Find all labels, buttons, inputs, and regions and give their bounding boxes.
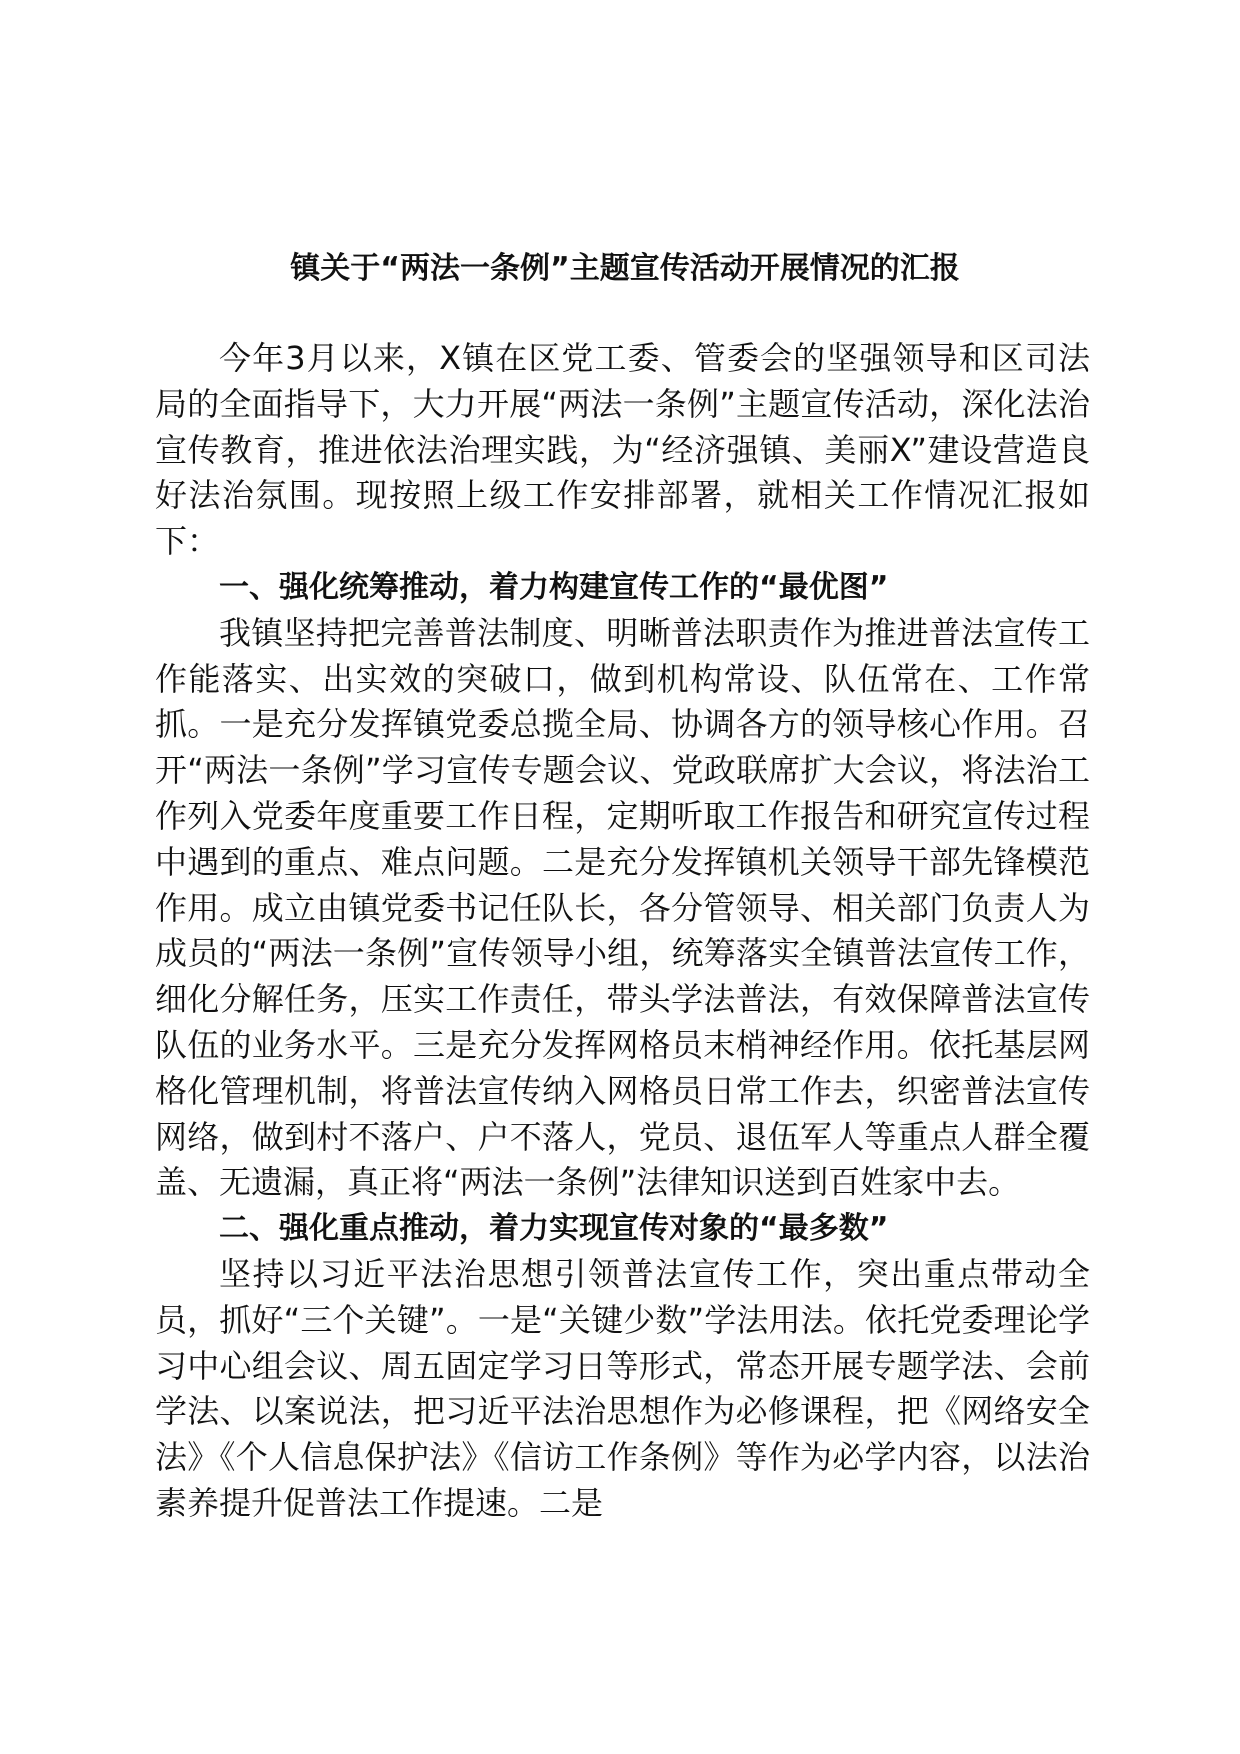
- intro-paragraph: 今年3月以来，X镇在区党工委、管委会的坚强领导和区司法局的全面指导下，大力开展“两法一条例”主题宣传活动，深化法治宣传教育，推进依法治理实践，为“经济强镇、美丽X”建设营造良好法治氛围。现按照上级工作安排部署，就相关工作情况汇报如下：: [155, 339, 1090, 561]
- section-2-heading: 二、强化重点推动，着力实现宣传对象的“最多数”: [219, 1211, 889, 1247]
- document-body: [155, 336, 1090, 1527]
- section-1-heading: 一、强化统筹推动，着力构建宣传工作的“最优图”: [219, 569, 889, 605]
- document-title: 镇关于“两法一条例”主题宣传活动开展情况的汇报: [290, 251, 960, 286]
- section-1-paragraph: 我镇坚持把完善普法制度、明晰普法职责作为推进普法宣传工作能落实、出实效的突破口，做到机构常设、队伍常在、工作常抓。一是充分发挥镇党委总揽全局、协调各方的领导核心作用。召开“两法一条例”学习宣传专题会议、党政联席扩大会议，将法治工作列入党委年度重要工作日程，定期听取工作报告和研究宣传过程中遇到的重点、难点问题。二是充分发挥镇机关领导干部先锋模范作用。成立由镇党委书记任队长，各分管领导、相关部门负责人为成员的“两法一条例”宣传领导小组，统筹落实全镇普法宣传工作，细化分解任务，压实工作责任，带头学法普法，有效保障普法宣传队伍的业务水平。三是充分发挥网格员末梢神经作用。依托基层网格化管理机制，将普法宣传纳入网格员日常工作去，织密普法宣传网络，做到村不落户、户不落人，党员、退伍军人等重点人群全覆盖、无遗漏，真正将“两法一条例”法律知识送到百姓家中去。: [155, 613, 1090, 1202]
- section-2-paragraph: 坚持以习近平法治思想引领普法宣传工作，突出重点带动全员，抓好“三个关键”。一是“关键少数”学法用法。依托党委理论学习中心组会议、周五固定学习日等形式，常态开展专题学法、会前学法、以案说法，把习近平法治思想作为必修课程，把《网络安全法》《个人信息保护法》《信访工作条例》等作为必学内容，以法治素养提升促普法工作提速。二是: [155, 1254, 1090, 1522]
